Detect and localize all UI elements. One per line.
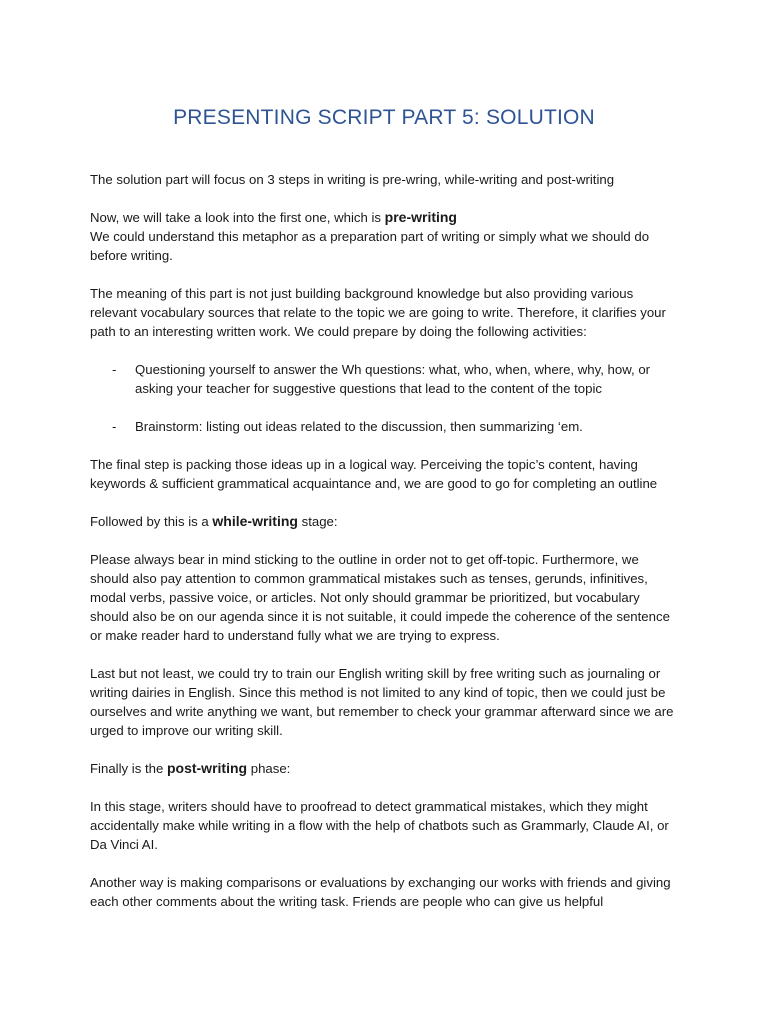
- proofread-paragraph: In this stage, writers should have to proofread to detect grammatical mistakes, which they might accidentally make while writing in a flow with the help of chatbots such as Grammarly, Claude AI, or Da Vinci AI.: [90, 799, 669, 852]
- post-writing-paragraph: [90, 759, 680, 778]
- list-item: [90, 417, 680, 436]
- while-writing-tail: stage:: [297, 514, 338, 529]
- list-item-text: Questioning yourself to answer the Wh questions: what, who, when, where, why, how, or asking your teacher for suggestive questions that lead to the content of the topic: [135, 362, 651, 396]
- bullet-dash: -: [112, 419, 117, 434]
- pre-writing-term: pre-writing: [384, 209, 457, 225]
- bear-in-mind-paragraph: Please always bear in mind sticking to the outline in order not to get off-topic. Furthermore, we should also pay attention to common grammatical mistakes such as tenses, gerunds, infinitives, modal verbs, passive voice, or articles. Not only should grammar be prioritized, but vocabulary should also be on our agenda since it is not suitable, it could impede the coherence of the sentence or make reader hard to understand fully what we are trying to express.: [90, 552, 670, 643]
- list-item: [90, 360, 680, 398]
- bullet-dash: -: [112, 362, 117, 377]
- post-writing-lead: Finally is the: [90, 761, 167, 776]
- another-way-paragraph: Another way is making comparisons or evaluations by exchanging our works with friends and giving each other comments about the writing task. Friends are people who can give us helpful: [90, 875, 671, 909]
- page-title: PRESENTING SCRIPT PART 5: SOLUTION: [173, 106, 595, 129]
- list-item-text: Brainstorm: listing out ideas related to the discussion, then summarizing ‘em.: [135, 419, 583, 434]
- intro-paragraph: The solution part will focus on 3 steps in writing is pre-wring, while-writing and post-writing: [90, 172, 615, 187]
- while-writing-lead: Followed by this is a: [90, 514, 213, 529]
- activities-list: [90, 360, 680, 436]
- metaphor-text: We could understand this metaphor as a preparation part of writing or simply what we should do before writing.: [90, 229, 650, 263]
- post-writing-tail: phase:: [247, 761, 291, 776]
- last-but-not-least-paragraph: Last but not least, we could try to train our English writing skill by free writing such as journaling or writing dairies in English. Since this method is not limited to any kind of topic, then we could just be ourselves and write anything we want, but remember to check your grammar afterward since we are urged to improve our writing skill.: [90, 666, 674, 738]
- final-step-paragraph: The final step is packing those ideas up in a logical way. Perceiving the topic’s content, having keywords & sufficient grammatical acquaintance and, we are good to go for completing an outline: [90, 457, 658, 491]
- pre-writing-paragraph: [90, 208, 680, 265]
- pre-writing-lead: Now, we will take a look into the first one, which is: [90, 210, 385, 225]
- post-writing-term: post-writing: [166, 760, 248, 776]
- document-body: [90, 170, 680, 930]
- meaning-paragraph: The meaning of this part is not just building background knowledge but also providing various relevant vocabulary sources that relate to the topic we are going to write. Therefore, it clarifies your path to an interesting written work. We could prepare by doing the following activities:: [90, 286, 666, 339]
- while-writing-paragraph: [90, 512, 680, 531]
- while-writing-term: while-writing: [212, 513, 298, 529]
